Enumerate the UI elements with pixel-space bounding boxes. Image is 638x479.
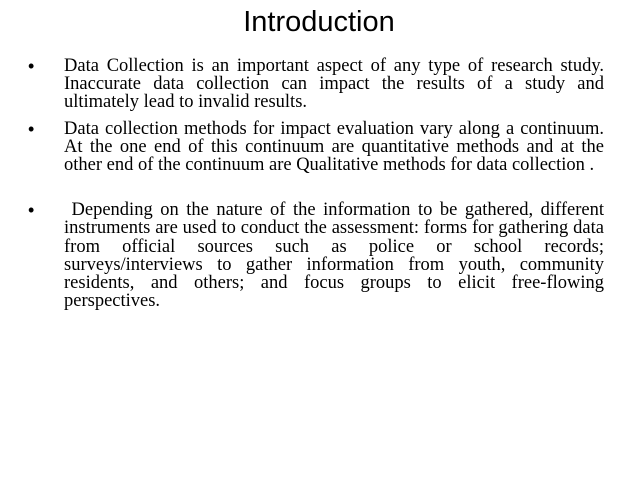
bullet-list <box>26 56 609 312</box>
slide-title: Introduction <box>243 6 395 38</box>
bullet-text: Data Collection is an important aspect of any type of research study. Inaccurate data collection can impact the results of a study and ultimately lead to invalid results. <box>64 56 604 113</box>
bullet-marker: • <box>28 56 35 76</box>
bullet-item-instruments <box>26 200 609 312</box>
bullet-marker: • <box>28 118 35 139</box>
bullet-text: Data collection methods for impact evaluation vary along a continuum. At the one end of this continuum are quantitative methods and at the other end of the continuum are Qualitative methods for data collection . <box>64 118 604 176</box>
bullet-item-methods-continuum <box>26 120 604 175</box>
bullet-item-data-collection <box>26 57 604 112</box>
bullet-marker: • <box>28 200 35 221</box>
bullet-text: Depending on the nature of the information to be gathered, different instruments are used to conduct the assessment: forms for gathering data from official sources such as police or school records; surveys/interviews to gather information from youth, community residents, and others; and focus groups to elicit free-flowing perspectives. <box>64 200 609 312</box>
